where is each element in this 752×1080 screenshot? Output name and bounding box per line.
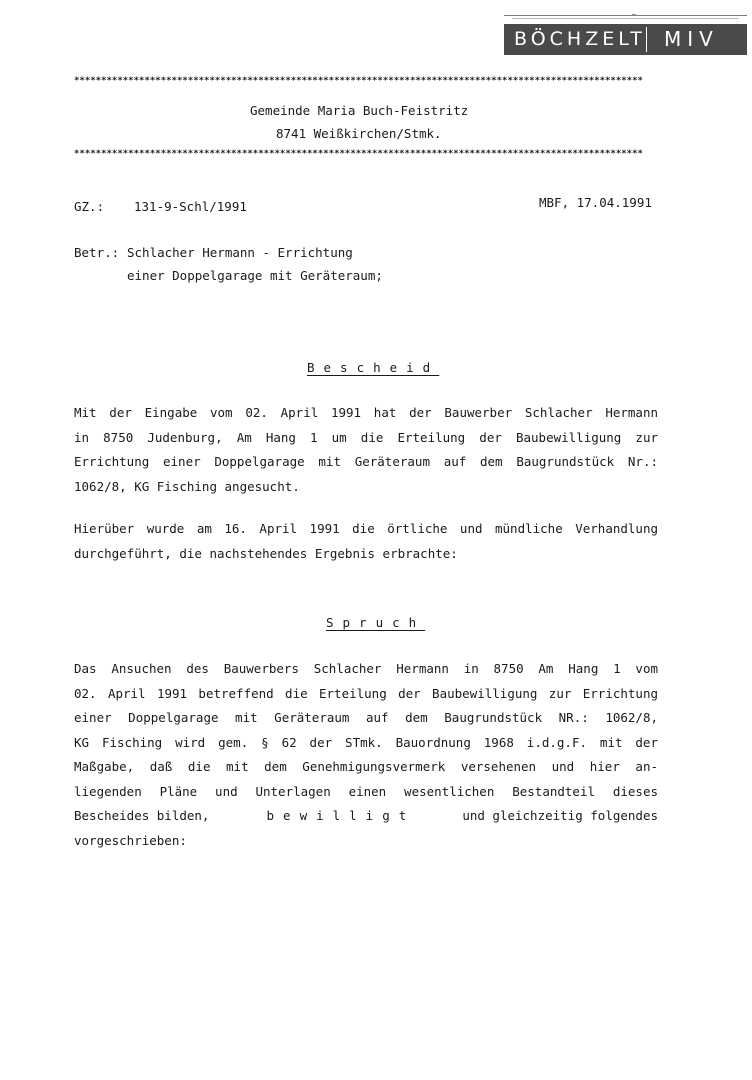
subject-line-2: einer Doppelgarage mit Geräteraum; bbox=[127, 268, 383, 283]
municipality-name: Gemeinde Maria Buch-Feistritz bbox=[250, 103, 469, 118]
ruling-line: Maßgabe, daß die mit dem Genehmigungsvermerk versehenen und hier an- bbox=[74, 759, 658, 774]
subject-line-1: Schlacher Hermann - Errichtung bbox=[127, 245, 353, 260]
logo-suffix: MIV bbox=[664, 27, 719, 51]
ruling-line-7 bbox=[74, 804, 658, 829]
hearing-paragraph bbox=[74, 517, 658, 566]
subject-label: Betr.: bbox=[74, 245, 120, 260]
intro-line: Mit der Eingabe vom 02. April 1991 hat der Bauwerber Schlacher Hermann bbox=[74, 405, 658, 420]
heading-bescheid: Bescheid bbox=[307, 360, 440, 375]
company-logo bbox=[504, 24, 747, 55]
star-rule-top: ********************************************************************************************************* bbox=[74, 76, 643, 86]
approval-word: bewilligt bbox=[266, 808, 416, 823]
ruling-paragraph bbox=[74, 657, 658, 853]
ruling-line: einer Doppelgarage mit Geräteraum auf dem Baugrundstück NR.: 1062/8, bbox=[74, 710, 658, 725]
logo-separator bbox=[646, 27, 647, 52]
intro-line: 1062/8, KG Fisching angesucht. bbox=[74, 478, 300, 494]
logo-mark bbox=[632, 14, 636, 16]
logo-name: BÖCHZELT bbox=[514, 28, 646, 50]
ruling-line: Das Ansuchen des Bauwerbers Schlacher Hermann in 8750 Am Hang 1 vom bbox=[74, 661, 658, 676]
ruling-line-7-end: und gleichzeitig folgendes bbox=[462, 808, 658, 823]
gz-label: GZ.: bbox=[74, 199, 105, 214]
ruling-line: liegenden Pläne und Unterlagen einen wesentlichen Bestandteil dieses bbox=[74, 783, 658, 799]
hearing-line: Hierüber wurde am 16. April 1991 die örtliche und mündliche Verhandlung bbox=[74, 521, 658, 536]
ruling-line: vorgeschrieben: bbox=[74, 832, 187, 848]
ruling-line: 02. April 1991 betreffend die Erteilung der Baubewilligung zur Errichtung bbox=[74, 685, 658, 701]
ruling-line: KG Fisching wird gem. § 62 der STmk. Bauordnung 1968 i.d.g.F. mit der bbox=[74, 734, 658, 750]
heading-spruch: Spruch bbox=[326, 615, 426, 630]
ruling-line-7-start: Bescheides bilden, bbox=[74, 808, 210, 823]
municipality-address: 8741 Weißkirchen/Stmk. bbox=[276, 126, 442, 141]
gz-value: 131-9-Schl/1991 bbox=[134, 199, 247, 214]
intro-line: in 8750 Judenburg, Am Hang 1 um die Erteilung der Baubewilligung zur bbox=[74, 429, 658, 445]
intro-line: Errichtung einer Doppelgarage mit Geräteraum auf dem Baugrundstück Nr.: bbox=[74, 454, 658, 469]
intro-paragraph bbox=[74, 401, 658, 499]
place-date: MBF, 17.04.1991 bbox=[539, 195, 652, 210]
logo-rule-inner bbox=[512, 18, 739, 19]
star-rule-bottom: ********************************************************************************************************* bbox=[74, 149, 643, 159]
logo-rule bbox=[504, 15, 747, 16]
hearing-line: durchgeführt, die nachstehendes Ergebnis erbrachte: bbox=[74, 545, 458, 561]
